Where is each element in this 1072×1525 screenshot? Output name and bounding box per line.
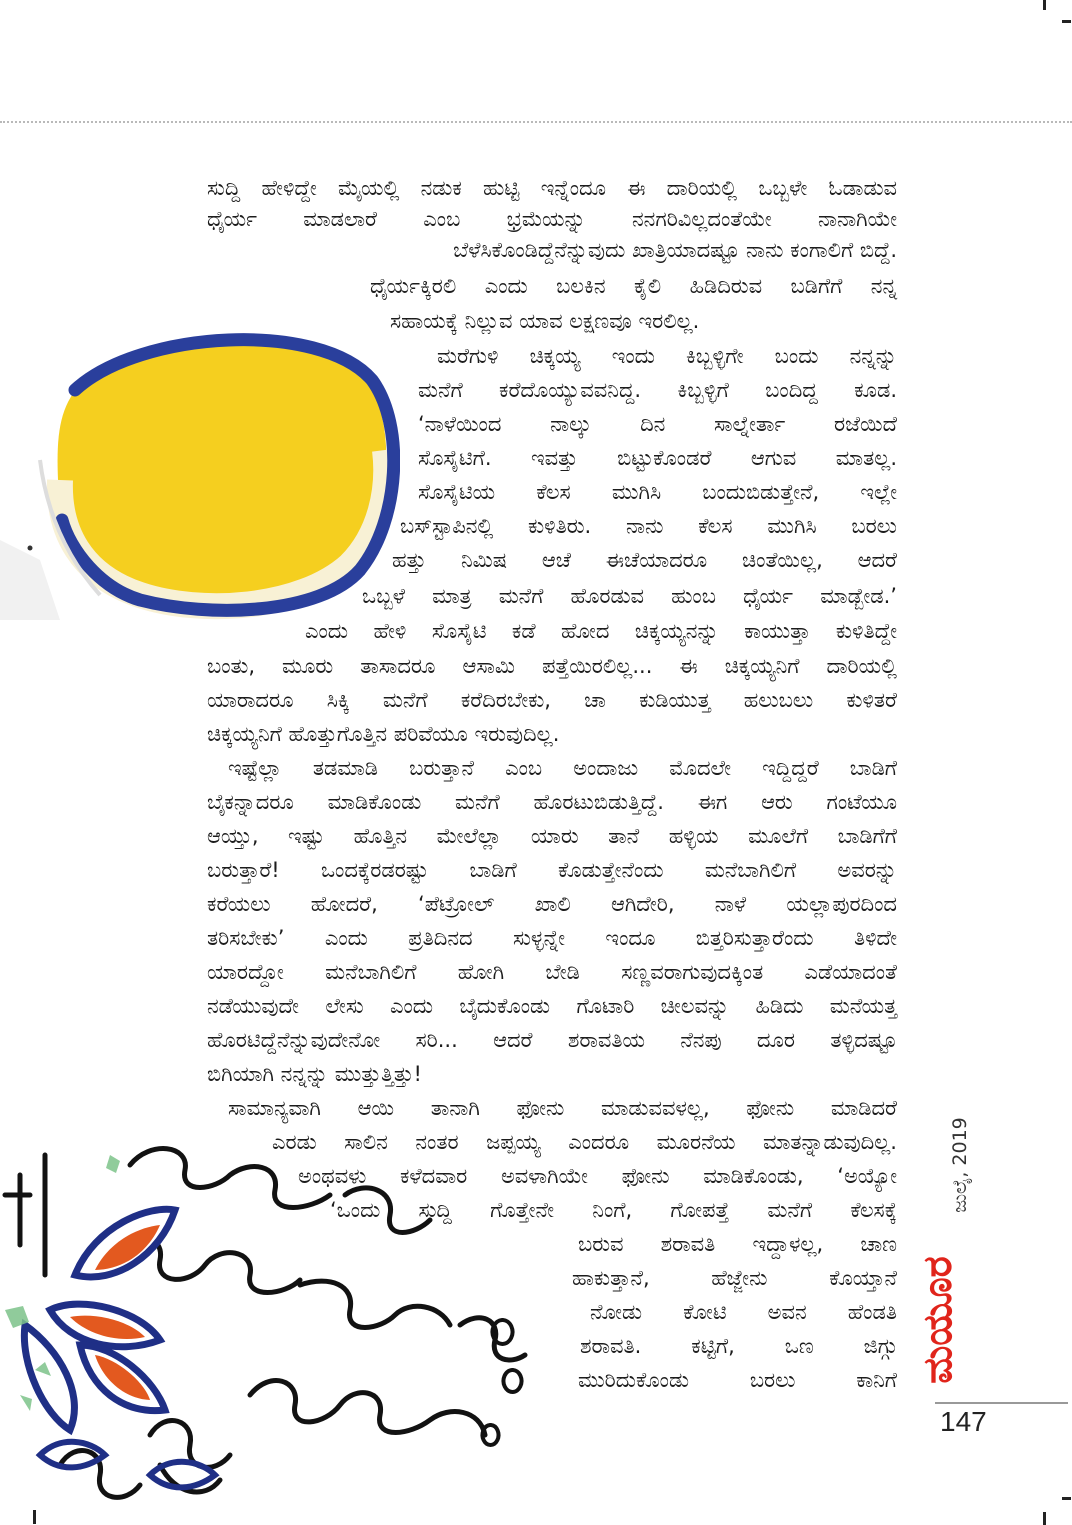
article-line-12: ಹತ್ತು ನಿಮಿಷ ಆಚೆ ಈಚೆಯಾದರೂ ಚಿಂತೆಯಿಲ್ಲ, ಆದರೆ — [392, 548, 897, 572]
header-dotted-rule — [0, 121, 1072, 123]
article-line-33: ಹಾಕುತ್ತಾನೆ, ಹೆಜ್ಜೇನು ಕೊಯ್ತಾನೆ — [572, 1266, 897, 1290]
article-line-24: ಯಾರದ್ದೋ ಮನೆಬಾಗಿಲಿಗೆ ಹೋಗಿ ಬೇಡಿ ಸಣ್ಣವರಾಗುವುದಕ್ಕಿಂತ ಎಡೆಯಾದಂತೆ — [207, 960, 897, 984]
article-line-3: ಬೆಳೆಸಿಕೊಂಡಿದ್ದೆನೆನ್ನುವುದು ಖಾತ್ರಿಯಾದಷ್ಟೂ ನಾನು ಕಂಗಾಲಿಗೆ ಬಿದ್ದೆ. — [453, 238, 897, 262]
article-line-21: ಬರುತ್ತಾರೆ! ಒಂದಕ್ಕೆರಡರಷ್ಟು ಬಾಡಿಗೆ ಕೊಡುತ್ತೇನೆಂದು ಮನೆಬಾಗಿಲಿಗೆ ಅವರನ್ನು — [207, 858, 897, 882]
article-line-22: ಕರೆಯಲು ಹೋದರೆ, ‘ಪೆಟ್ರೋಲ್ ಖಾಲಿ ಆಗಿದೇರಿ, ನಾಳೆ ಯಲ್ಲಾಪುರದಿಂದ — [207, 892, 897, 916]
article-line-4: ಧೈರ್ಯಕ್ಕಿರಲಿ ಎಂದು ಬಲಕಿನ ಕೈಲಿ ಹಿಡಿದಿರುವ ಬಡಿಗೆಗೆ ನನ್ನ — [370, 274, 897, 298]
article-line-20: ಆಯ್ತು, ಇಷ್ಟು ಹೊತ್ತಿನ ಮೇಲೆಲ್ಲಾ ಯಾರು ತಾನೆ ಹಳ್ಳಿಯ ಮೂಲೆಗೆ ಬಾಡಿಗೆಗೆ — [207, 824, 897, 848]
article-line-34: ನೋಡು ಕೋಟಿ ಅವನ ಹೆಂಡತಿ — [590, 1300, 897, 1324]
page-number: 147 — [940, 1406, 987, 1437]
article-line-16: ಯಾರಾದರೂ ಸಿಕ್ಕಿ ಮನೆಗೆ ಕರೆದಿರಬೇಕು, ಚಾ ಕುಡಿಯುತ್ತ ಹಲುಬಲು ಕುಳಿತರೆ — [207, 688, 897, 712]
article-line-31: ‘ಒಂದು ಸುದ್ದಿ ಗೊತ್ತೇನೇ ನಿಂಗೆ, ಗೋಪತ್ತೆ ಮನೆಗೆ ಕೆಲಸಕ್ಕೆ — [330, 1198, 897, 1222]
article-line-28: ಸಾಮಾನ್ಯವಾಗಿ ಆಯಿ ತಾನಾಗಿ ಫೋನು ಮಾಡುವವಳಲ್ಲ, ಫೋನು ಮಾಡಿದರೆ — [228, 1096, 897, 1120]
crop-mark-top — [1043, 0, 1046, 10]
article-line-29: ಎರಡು ಸಾಲಿನ ನಂತರ ಜಪ್ಪಯ್ಯ ಎಂದರೂ ಮೂರನೆಯ ಮಾತನ್ನಾಡುವುದಿಲ್ಲ. — [272, 1130, 897, 1154]
article-line-18: ಇಷ್ಟೆಲ್ಲಾ ತಡಮಾಡಿ ಬರುತ್ತಾನೆ ಎಂಬ ಅಂದಾಜು ಮೊದಲೇ ಇದ್ದಿದ್ದರೆ ಬಾಡಿಗೆ — [228, 756, 897, 780]
article-line-11: ಬಸ್‌ಸ್ಟಾಪಿನಲ್ಲಿ ಕುಳಿತಿರು. ನಾನು ಕೆಲಸ ಮುಗಿಸಿ ಬರಲು — [400, 514, 897, 538]
article-line-6: ಮರೆಗುಳಿ ಚಿಕ್ಕಯ್ಯ ಇಂದು ಕಿಬ್ಬಳ್ಳಿಗೇ ಬಂದು ನನ್ನನ್ನು — [437, 344, 897, 368]
article-line-2: ಧೈರ್ಯ ಮಾಡಲಾರೆ ಎಂಬ ಭ್ರಮೆಯನ್ನು ನನಗರಿವಿಲ್ಲದಂತೆಯೇ ನಾನಾಗಿಯೇ — [207, 207, 897, 231]
article-line-26: ಹೊರಟಿದ್ದೆನೆನ್ನುವುದೇನೋ ಸರಿ... ಆದರೆ ಶರಾವತಿಯ ನೆನಪು ದೂರ ತಳ್ಳಿದಷ್ಟೂ — [207, 1028, 897, 1052]
article-line-15: ಬಂತು, ಮೂರು ತಾಸಾದರೂ ಆಸಾಮಿ ಪತ್ತೆಯಿರಲಿಲ್ಲ... ಈ ಚಿಕ್ಕಯ್ಯನಿಗೆ ದಾರಿಯಲ್ಲಿ — [207, 654, 897, 678]
article-line-17: ಚಿಕ್ಕಯ್ಯನಿಗೆ ಹೊತ್ತುಗೊತ್ತಿನ ಪರಿವೆಯೂ ಇರುವುದಿಲ್ಲ. — [207, 722, 560, 746]
article-line-23: ತರಿಸಬೇಕು’ ಎಂದು ಪ್ರತಿದಿನದ ಸುಳ್ಳನ್ನೇ ಇಂದೂ ಬಿತ್ತರಿಸುತ್ತಾರೆಂದು ತಿಳಿದೇ — [207, 926, 897, 950]
article-line-35: ಶರಾವತಿ. ಕಟ್ಟಿಗೆ, ಒಣ ಜಿಗ್ಗು — [580, 1334, 897, 1358]
issue-date: ಜುಲೈ, 2019 — [949, 1117, 971, 1213]
article-line-10: ಸೊಸೈಟಿಯ ಕೆಲಸ ಮುಗಿಸಿ ಬಂದುಬಿಡುತ್ತೇನೆ, ಇಲ್ಲೇ — [418, 480, 897, 504]
vine-leaf-illustration — [0, 1135, 560, 1525]
article-line-30: ಅಂಥವಳು ಕಳೆದವಾರ ಅವಳಾಗಿಯೇ ಫೋನು ಮಾಡಿಕೊಂಡು, ‘ಅಯ್ಯೋ — [298, 1164, 897, 1188]
sun-illustration — [0, 330, 400, 630]
crop-mark-right-top — [1062, 20, 1071, 23]
article-line-32: ಬರುವ ಶರಾವತಿ ಇದ್ದಾಳಲ್ಲ, ಚಾಣ — [578, 1232, 897, 1256]
article-line-5: ಸಹಾಯಕ್ಕೆ ನಿಲ್ಲುವ ಯಾವ ಲಕ್ಷಣವೂ ಇರಲಿಲ್ಲ. — [390, 309, 700, 333]
article-line-19: ಬೈಕನ್ನಾದರೂ ಮಾಡಿಕೊಂಡು ಮನೆಗೆ ಹೊರಟುಬಿಡುತ್ತಿದ್ದೆ. ಈಗ ಆರು ಗಂಟೆಯೂ — [207, 790, 897, 814]
crop-mark-bottom-right — [1043, 1512, 1046, 1525]
article-line-1: ಸುದ್ದಿ ಹೇಳಿದ್ದೇ ಮೈಯಲ್ಲಿ ನಡುಕ ಹುಟ್ಟಿ ಇನ್ನೆಂದೂ ಈ ದಾರಿಯಲ್ಲಿ ಒಬ್ಬಳೇ ಓಡಾಡುವ — [207, 176, 897, 200]
article-line-25: ನಡೆಯುವುದೇ ಲೇಸು ಎಂದು ಬೈದುಕೊಂಡು ಗೊಟಾರಿ ಚೀಲವನ್ನು ಹಿಡಿದು ಮನೆಯತ್ತ — [207, 994, 897, 1018]
article-line-7: ಮನೆಗೆ ಕರೆದೊಯ್ಯುವವನಿದ್ದ. ಕಿಬ್ಬಳ್ಳಿಗೆ ಬಂದಿದ್ದ ಕೂಡ. — [418, 378, 897, 402]
masthead-logo: ಮಯೂರ — [915, 1256, 961, 1384]
article-line-14: ಎಂದು ಹೇಳಿ ಸೊಸೈಟಿ ಕಡೆ ಹೋದ ಚಿಕ್ಕಯ್ಯನನ್ನು ಕಾಯುತ್ತಾ ಕುಳಿತಿದ್ದೇ — [305, 619, 897, 643]
article-line-8: ‘ನಾಳೆಯಿಂದ ನಾಲ್ಕು ದಿನ ಸಾಲ್ನೇರ್ತಾ ರಜೆಯಿದೆ — [418, 412, 897, 436]
article-line-27: ಬಿಗಿಯಾಗಿ ನನ್ನನ್ನು ಮುತ್ತುತ್ತಿತ್ತು! — [207, 1062, 422, 1086]
article-line-13: ಒಬ್ಬಳೆ ಮಾತ್ರ ಮನೆಗೆ ಹೊರಡುವ ಹುಂಬ ಧೈರ್ಯ ಮಾಡ್ಬೇಡ.’ — [362, 584, 897, 608]
page-number-rule — [935, 1402, 1068, 1404]
article-line-9: ಸೊಸೈಟಿಗೆ. ಇವತ್ತು ಬಿಟ್ಟುಕೊಂಡರೆ ಆಗುವ ಮಾತಲ್ಲ. — [418, 446, 897, 470]
article-line-36: ಮುರಿದುಕೊಂಡು ಬರಲು ಕಾನಿಗೆ — [578, 1368, 897, 1392]
crop-mark-right-bottom — [1062, 1497, 1071, 1500]
